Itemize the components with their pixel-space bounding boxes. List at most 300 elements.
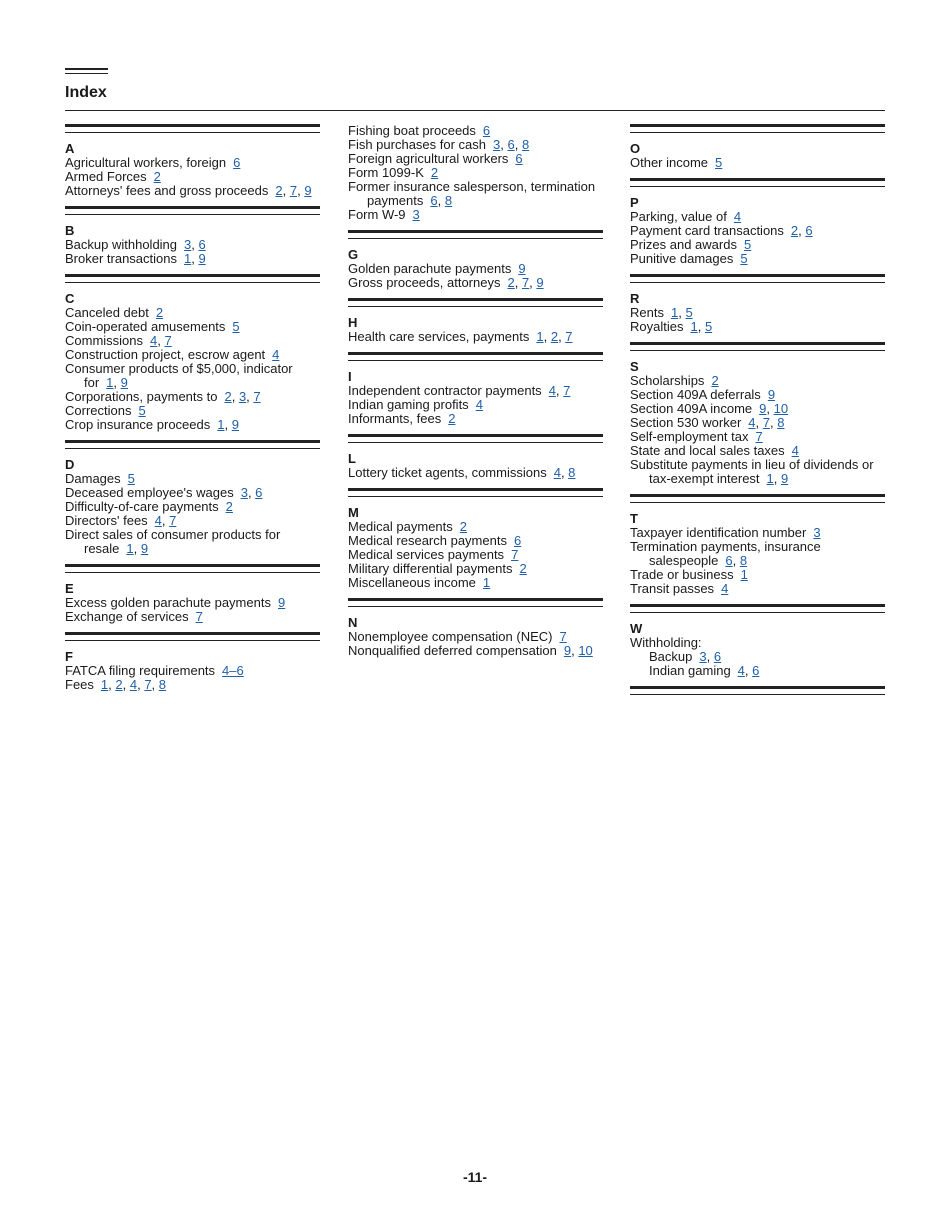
section-rule <box>630 342 885 351</box>
page-separator: , <box>137 677 145 692</box>
page-link[interactable]: 7 <box>144 677 152 692</box>
section-rule <box>65 564 320 573</box>
entry-text: Trade or business <box>630 567 734 582</box>
page-separator: , <box>755 415 763 430</box>
page-separator: , <box>122 677 130 692</box>
index-entry <box>348 548 603 562</box>
entry-text: Fees <box>65 677 94 692</box>
page-link[interactable]: 4 <box>791 443 799 458</box>
index-entry <box>630 568 885 582</box>
index-entry <box>630 650 885 664</box>
page-separator: , <box>437 193 445 208</box>
section-rule <box>65 440 320 449</box>
page-link[interactable]: 7 <box>169 513 177 528</box>
index-section <box>630 178 885 266</box>
page-separator: , <box>560 465 569 480</box>
page-link[interactable]: 3 <box>813 525 821 540</box>
page-separator: , <box>246 389 254 404</box>
entry-list <box>348 466 603 480</box>
entry-page-refs <box>126 541 148 556</box>
index-section <box>348 352 603 426</box>
entry-page-refs <box>554 465 576 480</box>
page-separator: , <box>732 553 740 568</box>
entry-text: Golden parachute payments <box>348 261 512 276</box>
page-separator: , <box>282 183 290 198</box>
page-link[interactable]: 2 <box>225 499 233 514</box>
page-separator: , <box>514 137 522 152</box>
entry-page-refs <box>715 155 722 170</box>
page-separator: , <box>773 471 782 486</box>
entry-text: Crop insurance proceeds <box>65 417 211 432</box>
section-rule <box>630 686 885 695</box>
entry-list <box>65 238 320 266</box>
entry-page-refs <box>520 561 527 576</box>
page-separator: , <box>678 305 686 320</box>
entry-text: Coin-operated amusements <box>65 319 226 334</box>
section-rule <box>65 124 320 133</box>
entry-text: Form W-9 <box>348 207 406 222</box>
entry-text: Nonemployee compensation (NEC) <box>348 629 553 644</box>
entry-list <box>348 262 603 290</box>
entry-text: Punitive damages <box>630 251 734 266</box>
page-link[interactable]: 5 <box>232 319 240 334</box>
index-entry <box>348 180 603 208</box>
page-link[interactable]: 6 <box>513 533 522 548</box>
page-link[interactable]: 7 <box>563 383 571 398</box>
entry-page-refs <box>226 499 233 514</box>
page-link[interactable]: 1 <box>766 471 774 486</box>
page-separator: , <box>161 513 170 528</box>
page-link[interactable]: 6 <box>713 649 722 664</box>
page-link[interactable]: 4 <box>154 513 162 528</box>
page-link[interactable]: 6 <box>725 553 733 568</box>
section-rule <box>630 604 885 613</box>
entry-page-refs <box>275 183 311 198</box>
page-separator: , <box>543 329 551 344</box>
page-link[interactable]: 8 <box>739 553 748 568</box>
page-link[interactable]: 5 <box>715 155 723 170</box>
entry-text: FATCA filing requirements <box>65 663 216 678</box>
page-link[interactable]: 4 <box>272 347 280 362</box>
entry-list <box>65 596 320 624</box>
page-link[interactable]: 9 <box>304 183 312 198</box>
page-link[interactable]: 2 <box>519 561 527 576</box>
title-divider <box>65 110 885 111</box>
entry-text: Medical research payments <box>348 533 507 548</box>
page-link[interactable]: 8 <box>158 677 167 692</box>
page-link[interactable]: 1 <box>126 541 134 556</box>
index-entry <box>348 630 603 644</box>
page-link[interactable]: 4 <box>475 397 483 412</box>
entry-text: Deceased employee's wages <box>65 485 234 500</box>
page-link[interactable]: 9 <box>767 387 776 402</box>
page-link[interactable]: 2 <box>550 329 559 344</box>
section-rule <box>348 598 603 607</box>
index-section <box>65 274 320 432</box>
entry-text: Other income <box>630 155 709 170</box>
page-link[interactable]: 1 <box>217 417 225 432</box>
index-entry <box>630 416 885 430</box>
page-link[interactable]: 9 <box>140 541 149 556</box>
entry-text: Difficulty-of-care payments <box>65 499 219 514</box>
page-link[interactable]: 2 <box>115 677 123 692</box>
entry-text: Health care services, payments <box>348 329 530 344</box>
entry-list <box>65 664 320 692</box>
index-section <box>65 632 320 692</box>
page-link[interactable]: 9 <box>563 643 572 658</box>
index-entry <box>630 238 885 252</box>
entry-page-refs <box>699 649 721 664</box>
index-entry <box>630 582 885 596</box>
page-link[interactable]: 1 <box>536 329 544 344</box>
index-entry <box>65 610 320 624</box>
section-letter: A <box>65 141 75 156</box>
page-link[interactable]: 1 <box>106 375 114 390</box>
page-separator: , <box>766 401 774 416</box>
page-separator: , <box>247 485 256 500</box>
entry-page-refs <box>759 401 788 416</box>
entry-page-refs <box>511 547 518 562</box>
entry-list <box>65 472 320 556</box>
page-link[interactable]: 3 <box>699 649 707 664</box>
entry-page-refs <box>196 609 203 624</box>
index-entry <box>348 534 603 548</box>
index-entry <box>348 466 603 480</box>
page-link[interactable]: 5 <box>138 403 146 418</box>
entry-text: Foreign agricultural workers <box>348 151 509 166</box>
page-link[interactable]: 7 <box>559 629 567 644</box>
index-entry <box>348 644 603 658</box>
page-link[interactable]: 2 <box>507 275 515 290</box>
page-link[interactable]: 9 <box>759 401 767 416</box>
entry-list <box>348 330 603 344</box>
page-link[interactable]: 7 <box>164 333 172 348</box>
page-link[interactable]: 7 <box>755 429 763 444</box>
page-link[interactable]: 6 <box>430 193 438 208</box>
entry-text: Transit passes <box>630 581 715 596</box>
entry-text: State and local sales taxes <box>630 443 785 458</box>
index-entry <box>630 388 885 402</box>
page-separator: , <box>514 275 522 290</box>
entry-text: Fishing boat proceeds <box>348 123 476 138</box>
entry-list <box>630 374 885 486</box>
page-separator: , <box>500 137 508 152</box>
page-link[interactable]: 8 <box>777 415 785 430</box>
index-section <box>65 124 320 198</box>
index-entry <box>348 138 603 152</box>
page-separator: , <box>191 251 199 266</box>
page-link[interactable]: 3 <box>238 389 247 404</box>
entry-page-refs <box>272 347 279 362</box>
page-link[interactable]: 5 <box>704 319 713 334</box>
page-link[interactable]: 2 <box>459 519 468 534</box>
page-link[interactable]: 9 <box>518 261 526 276</box>
section-rule <box>65 274 320 283</box>
entry-page-refs <box>278 595 285 610</box>
page-link[interactable]: 3 <box>412 207 420 222</box>
page-separator: , <box>297 183 305 198</box>
page-link[interactable]: 9 <box>277 595 286 610</box>
entry-text: Substitute payments in lieu of dividends or tax-exempt interest <box>630 457 874 486</box>
index-entry <box>65 514 320 528</box>
section-letter: R <box>630 291 640 306</box>
page-separator: , <box>191 237 199 252</box>
page-link[interactable]: 7 <box>253 389 261 404</box>
entry-text: Medical payments <box>348 519 453 534</box>
entry-text: Armed Forces <box>65 169 147 184</box>
index-entry <box>65 528 320 556</box>
entry-page-refs <box>476 397 483 412</box>
entry-page-refs <box>101 677 166 692</box>
index-entry <box>630 306 885 320</box>
page-link[interactable]: 4 <box>737 663 745 678</box>
page-link[interactable]: 6 <box>233 155 241 170</box>
page-link[interactable]: 2 <box>224 389 232 404</box>
page-link[interactable]: 7 <box>762 415 770 430</box>
index-entry <box>348 276 603 290</box>
page-link[interactable]: 9 <box>231 417 239 432</box>
entry-text: Directors' fees <box>65 513 148 528</box>
entry-page-refs <box>756 429 763 444</box>
index-entry <box>65 184 320 198</box>
entry-text: Agricultural workers, foreign <box>65 155 227 170</box>
entry-text: Payment card transactions <box>630 223 784 238</box>
page-link[interactable]: 3 <box>240 485 248 500</box>
entry-text: Fish purchases for cash <box>348 137 487 152</box>
entry-page-refs <box>232 319 239 334</box>
page-link[interactable]: 7 <box>289 183 298 198</box>
entry-text: Damages <box>65 471 121 486</box>
entry-page-refs <box>549 383 571 398</box>
entry-page-refs <box>483 123 490 138</box>
entry-list <box>630 210 885 266</box>
page-link[interactable]: 6 <box>805 223 813 238</box>
index-entry <box>630 540 885 568</box>
entry-page-refs <box>725 553 747 568</box>
page-link[interactable]: 7 <box>565 329 573 344</box>
index-entry <box>65 320 320 334</box>
entry-page-refs <box>507 275 543 290</box>
page-link[interactable]: 2 <box>448 411 456 426</box>
page-link[interactable]: 1 <box>482 575 491 590</box>
page-link[interactable]: 3 <box>184 237 192 252</box>
entry-page-refs <box>155 513 177 528</box>
entry-text: Commissions <box>65 333 144 348</box>
section-letter: O <box>630 141 641 156</box>
entry-text: Corrections <box>65 403 132 418</box>
entry-text: Section 409A income <box>630 401 753 416</box>
index-entry <box>630 664 885 678</box>
page-separator: , <box>529 275 537 290</box>
index-entry <box>65 486 320 500</box>
page-separator: , <box>769 415 778 430</box>
index-entry <box>65 664 320 678</box>
page-link[interactable]: 2 <box>790 223 799 238</box>
entry-text: Excess golden parachute payments <box>65 595 271 610</box>
page-link[interactable]: 6 <box>507 137 515 152</box>
index-entry <box>348 262 603 276</box>
entry-page-refs <box>813 525 820 540</box>
index-column-1 <box>65 124 320 700</box>
page-link[interactable]: 10 <box>773 401 789 416</box>
entry-list <box>630 526 885 596</box>
entry-page-refs <box>767 471 789 486</box>
index-section <box>65 206 320 266</box>
section-rule <box>630 494 885 503</box>
entry-text: Broker transactions <box>65 251 177 266</box>
page-link[interactable]: 1 <box>690 319 698 334</box>
entry-text: Military differential payments <box>348 561 513 576</box>
index-entry <box>65 348 320 362</box>
entry-page-refs <box>483 575 490 590</box>
page-link[interactable]: 4 <box>553 465 561 480</box>
index-entry <box>348 562 603 576</box>
entry-page-refs <box>156 305 163 320</box>
entry-text: Termination payments, insurance salespeople <box>630 539 821 568</box>
entry-page-refs <box>184 237 206 252</box>
entry-text: Prizes and awards <box>630 237 737 252</box>
entry-page-refs <box>515 151 522 166</box>
index-section <box>630 342 885 486</box>
entry-page-refs <box>744 237 751 252</box>
page-link[interactable]: 6 <box>255 485 263 500</box>
page-link[interactable]: 2 <box>153 169 161 184</box>
entry-text: Former insurance salesperson, termination payments <box>348 179 596 208</box>
page-link[interactable]: 10 <box>578 643 593 658</box>
page-link[interactable]: 2 <box>275 183 283 198</box>
page-link[interactable]: 5 <box>685 305 693 320</box>
page-link[interactable]: 2 <box>430 165 439 180</box>
entry-page-refs <box>413 207 420 222</box>
page-link[interactable]: 8 <box>568 465 576 480</box>
section-letter: H <box>348 315 358 330</box>
page-separator: , <box>224 417 232 432</box>
page-link[interactable]: 7 <box>195 609 203 624</box>
page-link[interactable]: 1 <box>184 251 192 266</box>
entry-text: Form 1099-K <box>348 165 424 180</box>
page-link[interactable]: 4 <box>748 415 756 430</box>
page-link[interactable]: 6 <box>515 151 523 166</box>
page-link[interactable]: 4–6 <box>222 663 244 678</box>
entry-text: Informants, fees <box>348 411 442 426</box>
page-link[interactable]: 3 <box>493 137 501 152</box>
entry-page-refs <box>150 333 172 348</box>
page-link[interactable]: 2 <box>155 305 164 320</box>
section-rule <box>348 298 603 307</box>
entry-page-refs <box>138 403 145 418</box>
page-separator: , <box>706 649 714 664</box>
page-separator: , <box>157 333 165 348</box>
entry-text: Exchange of services <box>65 609 189 624</box>
page-link[interactable]: 4 <box>721 581 729 596</box>
page-link[interactable]: 9 <box>536 275 544 290</box>
section-letter: N <box>348 615 358 630</box>
page-link[interactable]: 1 <box>100 677 109 692</box>
page-link[interactable]: 6 <box>752 663 760 678</box>
page-separator: , <box>744 663 753 678</box>
entry-page-refs <box>106 375 128 390</box>
header-decorative-rule <box>65 68 108 74</box>
index-section <box>348 434 603 480</box>
page-link[interactable]: 5 <box>740 251 748 266</box>
index-entry <box>348 124 603 138</box>
page-link[interactable]: 9 <box>198 251 206 266</box>
page-link[interactable]: 1 <box>670 305 679 320</box>
entry-page-refs <box>768 387 775 402</box>
index-section <box>65 440 320 556</box>
section-letter: F <box>65 649 73 664</box>
page-link[interactable]: 7 <box>521 275 530 290</box>
page-link[interactable]: 4 <box>548 383 556 398</box>
entry-text: Indian gaming profits <box>348 397 469 412</box>
page-link[interactable]: 1 <box>740 567 748 582</box>
entry-text: Miscellaneous income <box>348 575 476 590</box>
entry-text: Construction project, escrow agent <box>65 347 266 362</box>
index-entry <box>65 596 320 610</box>
index-entry <box>630 444 885 458</box>
entry-list <box>348 630 603 658</box>
entry-list <box>348 520 603 590</box>
entry-page-refs <box>224 389 260 404</box>
page-link[interactable]: 9 <box>120 375 128 390</box>
index-column-2 <box>348 124 603 666</box>
page-link[interactable]: 5 <box>743 237 752 252</box>
entry-text: Lottery ticket agents, commissions <box>348 465 547 480</box>
page-link[interactable]: 4 <box>733 209 742 224</box>
section-letter: E <box>65 581 74 596</box>
section-letter: S <box>630 359 639 374</box>
entry-page-refs <box>460 519 467 534</box>
index-entry <box>630 636 885 650</box>
page-link[interactable]: 6 <box>482 123 491 138</box>
page-link[interactable]: 5 <box>127 471 135 486</box>
index-entry <box>348 384 603 398</box>
entry-text: Indian gaming <box>649 663 731 678</box>
entry-page-refs <box>738 663 760 678</box>
index-entry <box>65 170 320 184</box>
index-entry <box>348 412 603 426</box>
entry-text: Canceled debt <box>65 305 149 320</box>
entry-text: Independent contractor payments <box>348 383 542 398</box>
section-letter: D <box>65 457 75 472</box>
entry-page-refs <box>711 373 718 388</box>
entry-text: Consumer products of $5,000, indicator for <box>65 361 293 390</box>
entry-list <box>630 156 885 170</box>
entry-page-refs <box>559 629 566 644</box>
entry-text: Withholding: <box>630 635 702 650</box>
page-link[interactable]: 8 <box>444 193 453 208</box>
entry-text: Gross proceeds, attorneys <box>348 275 501 290</box>
page-link[interactable]: 7 <box>511 547 519 562</box>
section-letter: M <box>348 505 359 520</box>
index-entry <box>348 330 603 344</box>
page-link[interactable]: 6 <box>198 237 206 252</box>
index-entry <box>348 576 603 590</box>
page-link[interactable]: 4 <box>150 333 158 348</box>
section-letter: P <box>630 195 639 210</box>
page-link[interactable]: 2 <box>711 373 719 388</box>
page-link[interactable]: 9 <box>781 471 789 486</box>
index-section <box>348 598 603 658</box>
section-rule <box>630 178 885 187</box>
entry-text: Attorneys' fees and gross proceeds <box>65 183 269 198</box>
page-link[interactable]: 4 <box>129 677 138 692</box>
index-entry <box>348 520 603 534</box>
entry-list <box>630 306 885 334</box>
page-separator: , <box>571 643 579 658</box>
page-link[interactable]: 8 <box>521 137 530 152</box>
index-entry <box>65 238 320 252</box>
